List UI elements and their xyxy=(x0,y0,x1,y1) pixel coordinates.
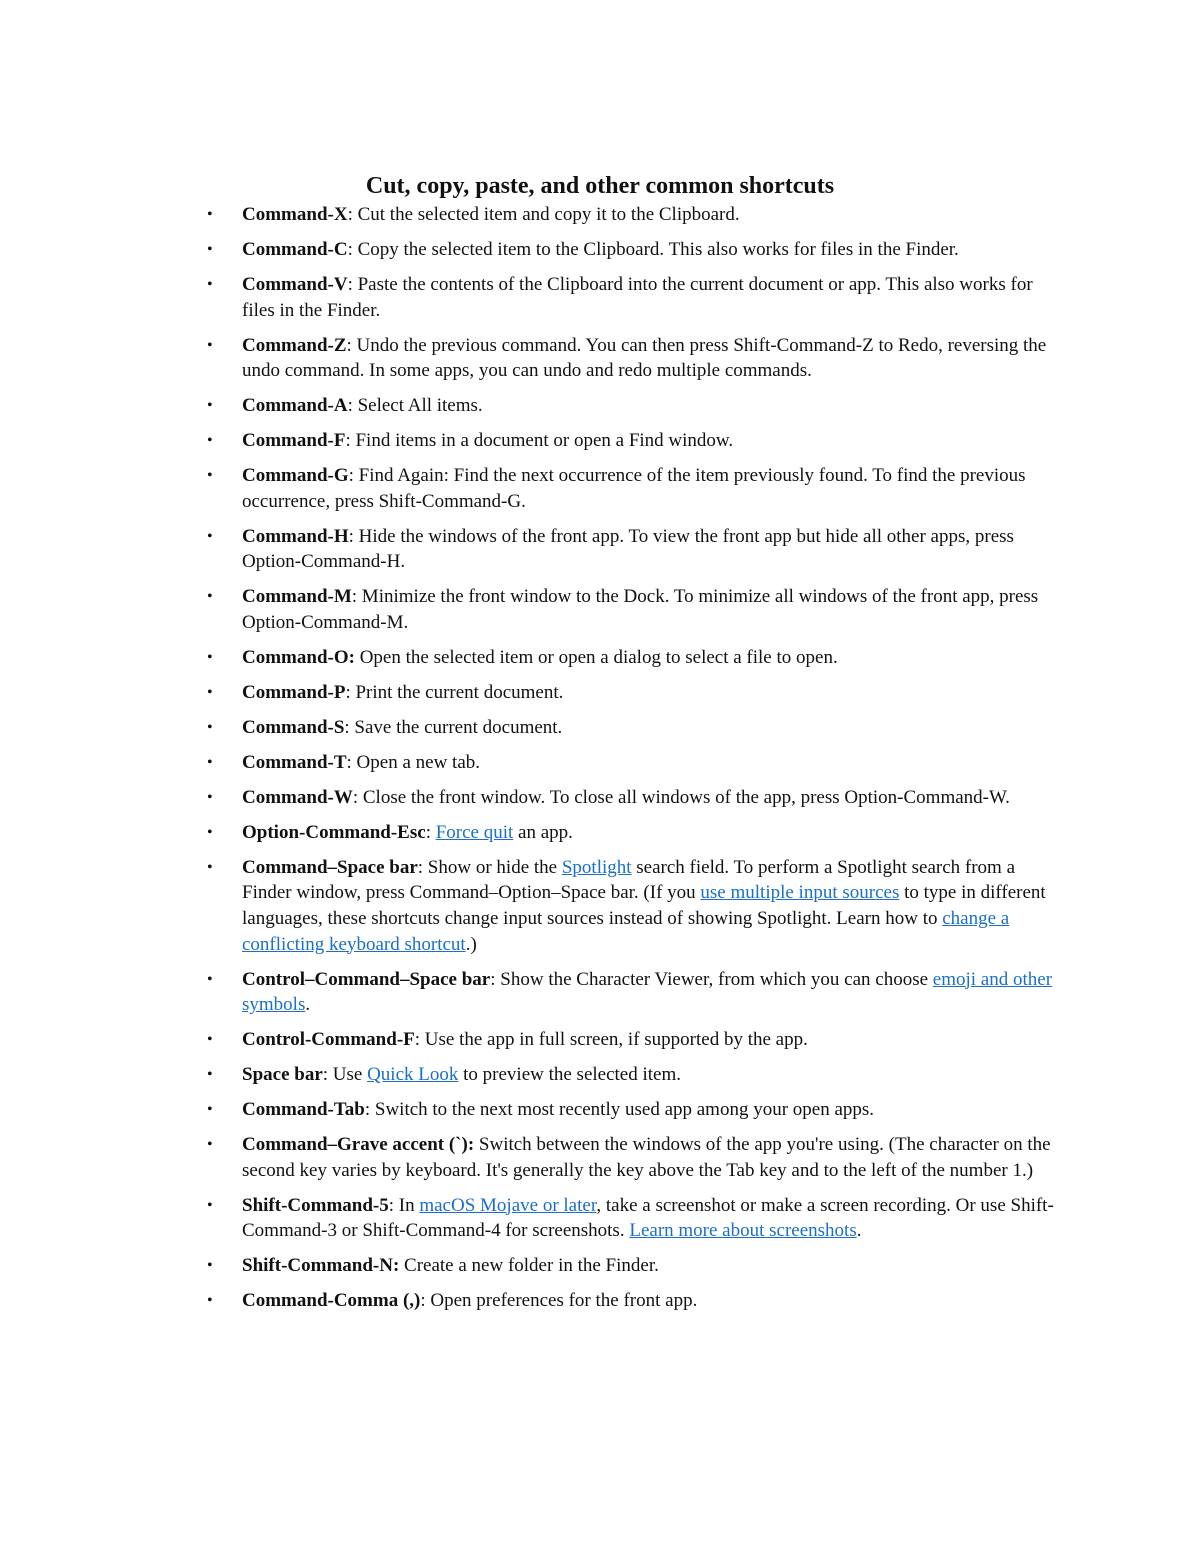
inline-link[interactable]: change a conflicting keyboard shortcut xyxy=(242,907,1010,955)
shortcut-key: Space bar xyxy=(242,1064,323,1086)
shortcut-description: : Switch to the next most recently used app among your open apps. xyxy=(364,1099,875,1121)
shortcut-description: : Find Again: Find the next occurrence of the item previously found. To find the previous occurrence, press Shift-Command-G. xyxy=(242,465,1026,512)
list-item xyxy=(207,1062,1062,1088)
bullet-icon: • xyxy=(207,432,213,450)
bullet-icon: • xyxy=(207,718,213,736)
list-item xyxy=(207,393,1062,419)
bullet-icon: • xyxy=(207,753,213,771)
bullet-icon: • xyxy=(207,970,213,988)
shortcut-description: . xyxy=(305,994,311,1016)
shortcut-description: , take a screenshot or make a screen recording. Or use Shift-Command-3 or Shift-Command-4 for screenshots. xyxy=(242,1194,1054,1242)
list-item xyxy=(207,785,1062,811)
shortcut-description: : Cut the selected item and copy it to the Clipboard. xyxy=(347,204,740,225)
bullet-icon: • xyxy=(207,1257,213,1275)
bullet-icon: • xyxy=(207,788,213,806)
shortcut-description: : Hide the windows of the front app. To view the front app but hide all other apps, press Option-Command-H. xyxy=(242,525,1014,573)
shortcut-description: Switch between the windows of the app you're using. (The character on the second key varies by keyboard. It's generally the key above the Tab key and to the left of the number 1.) xyxy=(242,1134,1051,1181)
list-item xyxy=(207,584,1062,635)
bullet-icon: • xyxy=(207,858,213,876)
list-item xyxy=(207,1193,1062,1244)
inline-link[interactable]: use multiple input sources xyxy=(700,882,900,904)
shortcut-description: : Find items in a document or open a Find window. xyxy=(345,430,734,452)
list-item xyxy=(207,524,1062,575)
list-item xyxy=(207,1027,1062,1053)
shortcut-description: : xyxy=(425,821,436,843)
bullet-icon: • xyxy=(207,275,213,293)
shortcut-key: Command-M xyxy=(242,586,352,608)
shortcut-description: : Minimize the front window to the Dock. To minimize all windows of the front app, press Option-Command-M. xyxy=(242,586,1039,633)
shortcut-description: to preview the selected item. xyxy=(458,1064,682,1086)
list-item xyxy=(207,820,1062,846)
shortcut-key: Command-V xyxy=(242,273,348,295)
shortcut-key: Command-S xyxy=(242,716,345,738)
list-item xyxy=(207,202,1062,228)
shortcut-key: Command–Space bar xyxy=(242,856,418,878)
list-item xyxy=(207,715,1062,741)
list-item xyxy=(207,333,1062,384)
bullet-icon: • xyxy=(207,240,213,258)
shortcut-key: Command-G xyxy=(242,465,349,487)
shortcut-description: Create a new folder in the Finder. xyxy=(399,1255,659,1277)
shortcut-description: : Open a new tab. xyxy=(346,751,480,773)
shortcut-description: Open the selected item or open a dialog to select a file to open. xyxy=(354,646,838,668)
shortcut-description: : Show the Character Viewer, from which you can choose xyxy=(490,968,933,990)
shortcut-key: Command–Grave accent (`): xyxy=(242,1134,475,1156)
list-item xyxy=(207,1132,1062,1183)
shortcut-description: : Select All items. xyxy=(347,395,483,417)
inline-link[interactable]: Quick Look xyxy=(367,1064,459,1086)
inline-link[interactable]: Learn more about screenshots xyxy=(629,1220,857,1242)
shortcut-description: : Close the front window. To close all windows of the app, press Option-Command-W. xyxy=(352,786,1010,808)
shortcut-description: : Undo the previous command. You can then press Shift-Command-Z to Redo, reversing the undo command. In some apps, you can undo and redo multiple commands. xyxy=(242,334,1047,382)
bullet-icon: • xyxy=(207,206,213,223)
shortcut-description: : Paste the contents of the Clipboard into the current document or app. This also works for files in the Finder. xyxy=(242,273,1033,321)
bullet-icon: • xyxy=(207,588,213,606)
bullet-icon: • xyxy=(207,683,213,701)
inline-link[interactable]: emoji and other symbols xyxy=(242,968,1053,1016)
shortcut-key: Command-Tab xyxy=(242,1099,365,1121)
shortcut-description: an app. xyxy=(513,821,573,843)
inline-link[interactable]: Spotlight xyxy=(561,856,632,878)
shortcut-description: to type in different languages, these shortcuts change input sources instead of showing Spotlight. Learn how to xyxy=(242,882,1046,929)
list-item xyxy=(207,1253,1062,1279)
shortcut-key: Option-Command-Esc xyxy=(242,821,426,843)
shortcut-key: Command-C xyxy=(242,238,348,260)
shortcut-key: Command-A xyxy=(242,395,348,417)
bullet-icon: • xyxy=(207,467,213,485)
list-item xyxy=(207,428,1062,454)
list-item xyxy=(207,680,1062,706)
shortcut-key: Command-Z xyxy=(242,334,347,356)
bullet-icon: • xyxy=(207,1136,213,1154)
bullet-icon: • xyxy=(207,527,213,545)
shortcut-description: . xyxy=(856,1220,862,1242)
list-item xyxy=(207,967,1062,1018)
shortcut-key: Command-P xyxy=(242,681,346,703)
document-title: Cut, copy, paste, and other common shortcuts xyxy=(365,173,835,199)
bullet-icon: • xyxy=(207,1101,213,1119)
bullet-icon: • xyxy=(207,336,213,354)
bullet-icon: • xyxy=(207,1031,213,1049)
shortcut-key: Control–Command–Space bar xyxy=(242,968,491,990)
shortcut-description: : Copy the selected item to the Clipboard. This also works for files in the Finder. xyxy=(347,238,959,260)
shortcut-description: : Save the current document. xyxy=(344,716,563,738)
shortcut-description: : Use the app in full screen, if supported by the app. xyxy=(414,1029,808,1051)
shortcut-key: Command-X xyxy=(242,204,348,225)
list-item xyxy=(207,463,1062,514)
bullet-icon: • xyxy=(207,397,213,415)
shortcut-key: Command-O: xyxy=(242,646,355,668)
bullet-icon: • xyxy=(207,1292,213,1310)
shortcut-description: : In xyxy=(388,1194,420,1216)
list-item xyxy=(207,1288,1062,1314)
shortcut-description: search field. To perform a Spotlight search from a Finder window, press Command–Option–Space bar. (If you xyxy=(242,856,1016,904)
shortcut-key: Command-H xyxy=(242,525,349,547)
shortcut-key: Command-F xyxy=(242,430,346,452)
shortcut-description: : Show or hide the xyxy=(417,856,562,878)
bullet-icon: • xyxy=(207,823,213,841)
shortcut-key: Control-Command-F xyxy=(242,1029,415,1051)
shortcut-description: .) xyxy=(465,933,477,955)
shortcut-key: Command-T xyxy=(242,751,347,773)
shortcut-key: Command-Comma (,) xyxy=(242,1290,421,1312)
bullet-icon: • xyxy=(207,648,213,666)
list-item xyxy=(207,1097,1062,1123)
shortcut-list xyxy=(207,202,1062,1323)
inline-link[interactable]: macOS Mojave or later xyxy=(419,1194,597,1216)
shortcut-description: : Open preferences for the front app. xyxy=(420,1290,698,1312)
shortcut-description: : Print the current document. xyxy=(345,681,564,703)
list-item xyxy=(207,855,1062,957)
shortcut-key: Shift-Command-5 xyxy=(242,1194,389,1216)
bullet-icon: • xyxy=(207,1066,213,1084)
bullet-icon: • xyxy=(207,1196,213,1214)
list-item xyxy=(207,237,1062,263)
shortcut-key: Shift-Command-N: xyxy=(242,1255,400,1277)
list-item xyxy=(207,750,1062,776)
shortcut-key: Command-W xyxy=(242,786,353,808)
list-item xyxy=(207,645,1062,671)
inline-link[interactable]: Force quit xyxy=(435,821,514,843)
shortcut-description: : Use xyxy=(322,1064,368,1086)
list-item xyxy=(207,272,1062,323)
